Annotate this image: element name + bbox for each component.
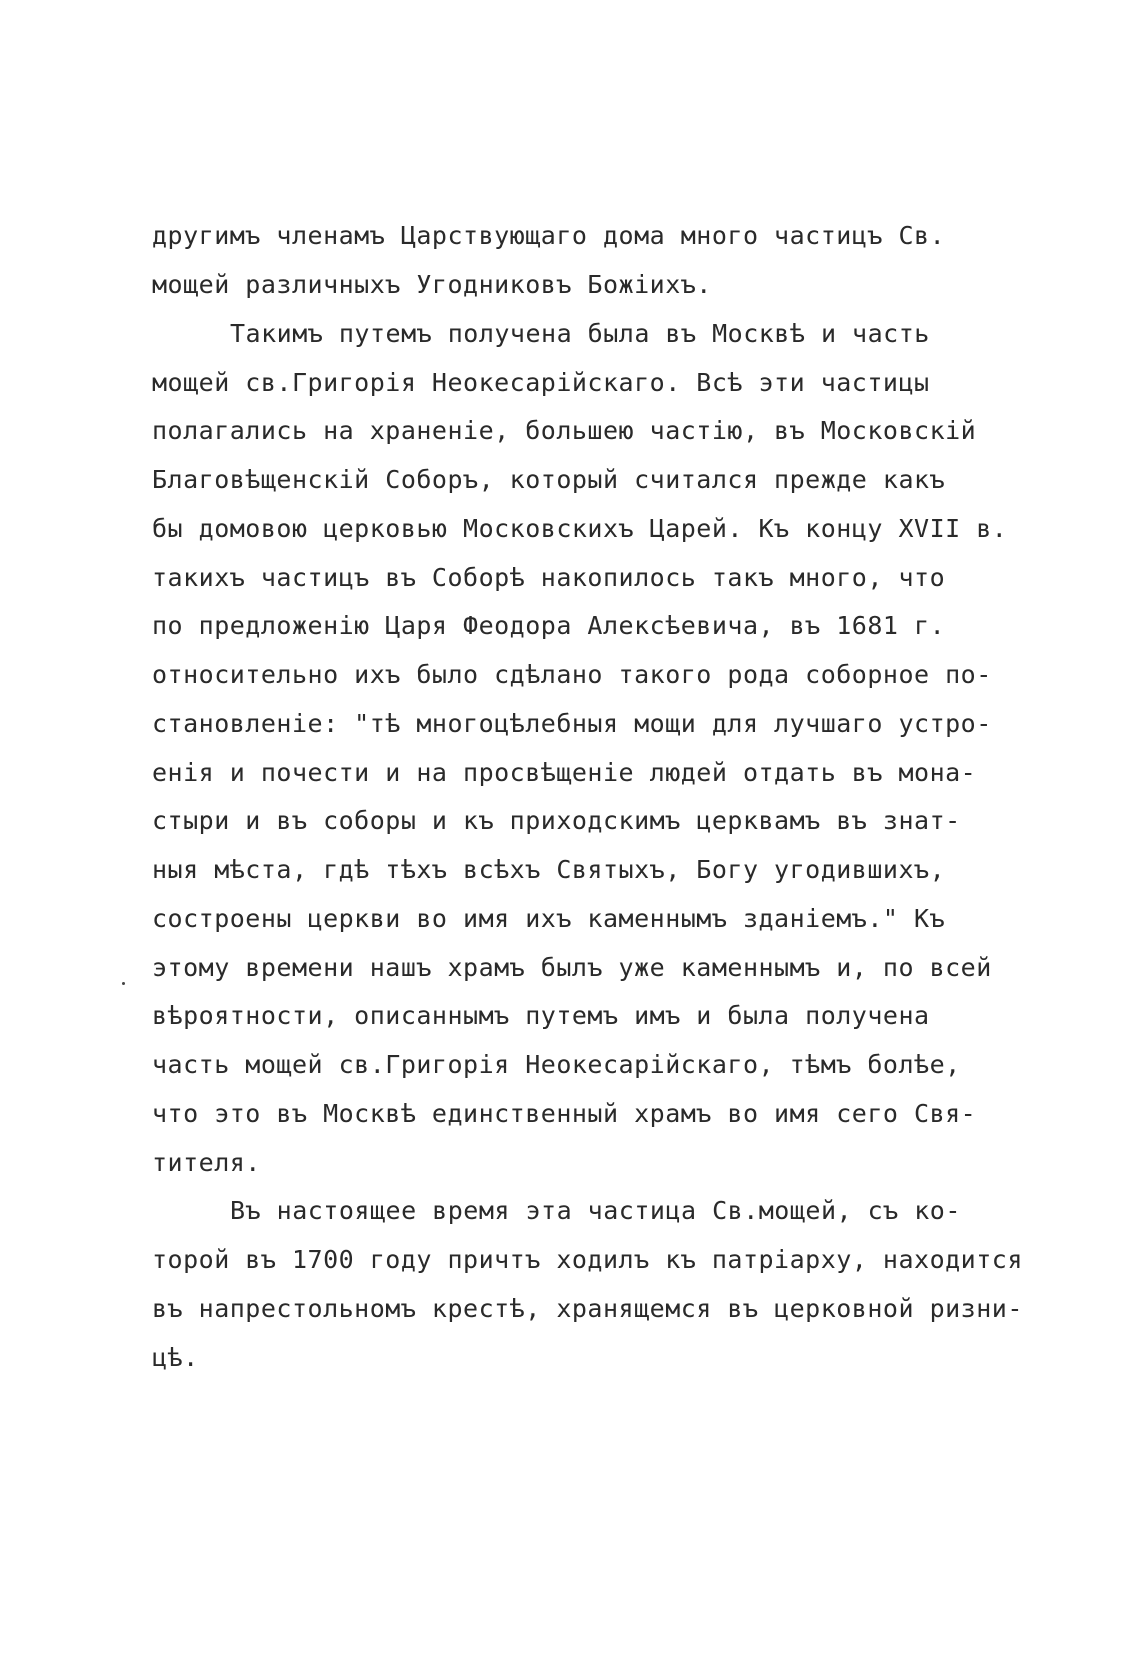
text-line: въ напрестольномъ крестѣ, хранящемся въ церковной ризни-	[152, 1294, 1023, 1323]
text-line: тителя.	[152, 1148, 261, 1177]
text-line: состроены церкви во имя ихъ каменнымъ зданіемъ." Къ	[152, 904, 946, 933]
text-line: становленіе: "тѣ многоцѣлебныя мощи для лучшаго устро-	[152, 709, 992, 738]
text-line: по предложенію Царя Феодора Алексѣевича, въ 1681 г.	[152, 611, 946, 640]
ink-speck	[122, 982, 125, 985]
text-line: Въ настоящее время эта частица Св.мощей, съ ко-	[230, 1196, 961, 1225]
text-line: что это въ Москвѣ единственный храмъ во имя сего Свя-	[152, 1099, 977, 1128]
text-line: ныя мѣста, гдѣ тѣхъ всѣхъ Святыхъ, Богу угодившихъ,	[152, 855, 946, 884]
text-line: этому времени нашъ храмъ былъ уже каменнымъ и, по всей	[152, 953, 992, 982]
text-line: цѣ.	[152, 1343, 199, 1372]
text-line: другимъ членамъ Царствующаго дома много частицъ Св.	[152, 221, 946, 250]
text-line: Благовѣщенскій Соборъ, который считался прежде какъ	[152, 465, 946, 494]
text-line: часть мощей св.Григорія Неокесарійскаго, тѣмъ болѣе,	[152, 1050, 961, 1079]
text-line: такихъ частицъ въ Соборѣ накопилось такъ много, что	[152, 563, 946, 592]
text-line: торой въ 1700 году причтъ ходилъ къ патріарху, находится	[152, 1245, 1023, 1274]
text-line: бы домовою церковью Московскихъ Царей. Къ концу XVII в.	[152, 514, 1008, 543]
text-line: полагались на храненіе, большею частію, въ Московскій	[152, 416, 977, 445]
text-line: енія и почести и на просвѣщеніе людей отдать въ мона-	[152, 758, 977, 787]
text-line: мощей различныхъ Угодниковъ Божіихъ.	[152, 270, 712, 299]
text-line: относительно ихъ было сдѣлано такого рода соборное по-	[152, 660, 992, 689]
text-line: вѣроятности, описаннымъ путемъ имъ и была получена	[152, 1001, 930, 1030]
text-line: стыри и въ соборы и къ приходскимъ церквамъ въ знат-	[152, 806, 961, 835]
text-line: мощей св.Григорія Неокесарійскаго. Всѣ эти частицы	[152, 368, 930, 397]
text-line: Такимъ путемъ получена была въ Москвѣ и часть	[230, 319, 930, 348]
